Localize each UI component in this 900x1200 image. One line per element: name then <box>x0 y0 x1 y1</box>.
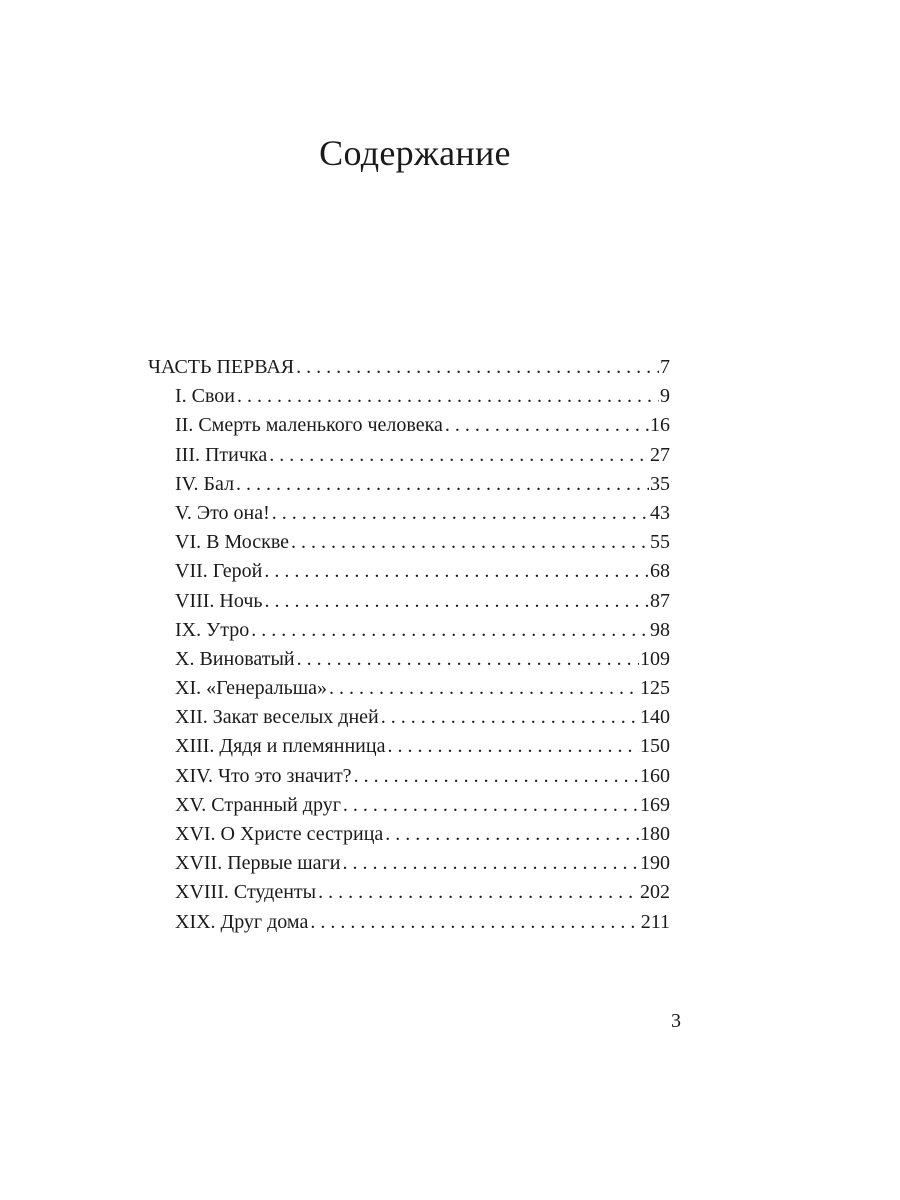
toc-chapter-entry <box>148 791 670 820</box>
toc-chapter-page: 9 <box>660 385 670 408</box>
toc-chapter-entry <box>148 703 670 732</box>
toc-chapter-label: XIV. Что это значит? <box>175 764 352 787</box>
toc-chapter-page: 180 <box>640 823 670 845</box>
toc-chapter-page: 169 <box>640 793 670 816</box>
toc-chapter-label: IX. Утро <box>175 618 250 641</box>
toc-chapter-label: XV. Странный друг <box>175 793 341 816</box>
toc-chapter-label: XI. «Генеральша» <box>175 677 328 700</box>
toc-dot-leader <box>343 791 639 820</box>
toc-chapter-label: II. Смерть маленького человека <box>175 414 443 437</box>
toc-chapter-page: 211 <box>640 910 670 933</box>
toc-dot-leader <box>310 908 639 937</box>
toc-chapter-page: 125 <box>640 677 670 700</box>
toc-chapter-label: XVII. Первые шаги <box>175 852 341 875</box>
toc-chapter-entry <box>148 616 670 645</box>
toc-chapter-label: V. Это она! <box>175 501 270 524</box>
toc-chapter-entry <box>148 411 670 440</box>
toc-chapter-entry <box>148 762 670 791</box>
toc-chapter-page: 190 <box>640 852 670 875</box>
toc-chapter-label: IV. Бал <box>175 472 235 495</box>
toc-chapter-page: 68 <box>650 560 670 583</box>
toc-chapter-page: 150 <box>640 735 670 758</box>
toc-chapter-entry <box>148 645 670 674</box>
toc-chapter-label: XVI. О Христе сестрица <box>175 823 384 845</box>
toc-dot-leader <box>296 353 659 382</box>
toc-chapter-page: 87 <box>650 589 670 612</box>
toc-dot-leader <box>342 849 639 878</box>
toc-chapter-page: 35 <box>650 472 670 495</box>
toc-dot-leader <box>381 703 639 732</box>
toc-chapter-page: 109 <box>640 647 670 670</box>
toc-chapter-page: 55 <box>650 531 670 554</box>
toc-dot-leader <box>385 820 639 849</box>
toc-chapter-page: 27 <box>650 443 670 466</box>
toc-chapter-entry <box>148 820 670 849</box>
toc-chapter-label: VI. В Москве <box>175 531 290 554</box>
toc-chapter-entry <box>148 441 670 470</box>
toc-part-entry <box>148 353 670 382</box>
toc-dot-leader <box>272 499 649 528</box>
toc-chapter-entry <box>148 908 670 937</box>
toc-part-label: ЧАСТЬ ПЕРВАЯ <box>148 356 295 378</box>
toc-dot-leader <box>236 470 649 499</box>
toc-chapter-entry <box>148 849 670 878</box>
toc-chapter-entry <box>148 732 670 761</box>
toc-dot-leader <box>329 674 639 703</box>
toc-chapter-page: 16 <box>650 414 670 437</box>
toc-chapter-label: VIII. Ночь <box>175 589 263 612</box>
toc-chapter-page: 202 <box>640 881 670 904</box>
toc-chapter-entry <box>148 674 670 703</box>
toc-dot-leader <box>387 732 639 761</box>
toc-dot-leader <box>291 528 649 557</box>
toc-chapter-label: I. Свои <box>175 385 236 408</box>
toc-dot-leader <box>354 762 639 791</box>
toc-dot-leader <box>445 411 649 440</box>
toc-chapter-entry <box>148 587 670 616</box>
toc-chapter-page: 160 <box>640 764 670 787</box>
toc-chapter-label: XII. Закат веселых дней <box>175 706 379 729</box>
toc-chapter-entry <box>148 470 670 499</box>
toc-dot-leader <box>297 645 639 674</box>
toc-dot-leader <box>237 382 659 411</box>
toc-dot-leader <box>264 557 649 586</box>
table-of-contents <box>148 353 670 937</box>
toc-chapter-label: XIII. Дядя и племянница <box>175 735 386 758</box>
toc-chapter-label: III. Птичка <box>175 443 268 466</box>
toc-chapter-label: XVIII. Студенты <box>175 881 317 904</box>
toc-part-page: 7 <box>660 356 670 378</box>
toc-dot-leader <box>251 616 649 645</box>
toc-chapter-entry <box>148 382 670 411</box>
toc-chapter-label: X. Виноватый <box>175 647 295 670</box>
toc-chapter-entry <box>148 878 670 907</box>
toc-chapter-entry <box>148 528 670 557</box>
toc-dot-leader <box>318 878 639 907</box>
page-title: Содержание <box>319 133 511 173</box>
toc-chapter-entry <box>148 499 670 528</box>
toc-chapter-label: VII. Герой <box>175 560 263 583</box>
toc-chapter-page: 43 <box>650 501 670 524</box>
toc-dot-leader <box>269 441 649 470</box>
toc-chapter-entry <box>148 557 670 586</box>
toc-chapter-page: 140 <box>640 706 670 729</box>
toc-chapter-label: XIX. Друг дома <box>175 910 309 933</box>
toc-dot-leader <box>265 587 649 616</box>
page-number: 3 <box>671 1010 681 1032</box>
toc-chapter-page: 98 <box>650 618 670 641</box>
